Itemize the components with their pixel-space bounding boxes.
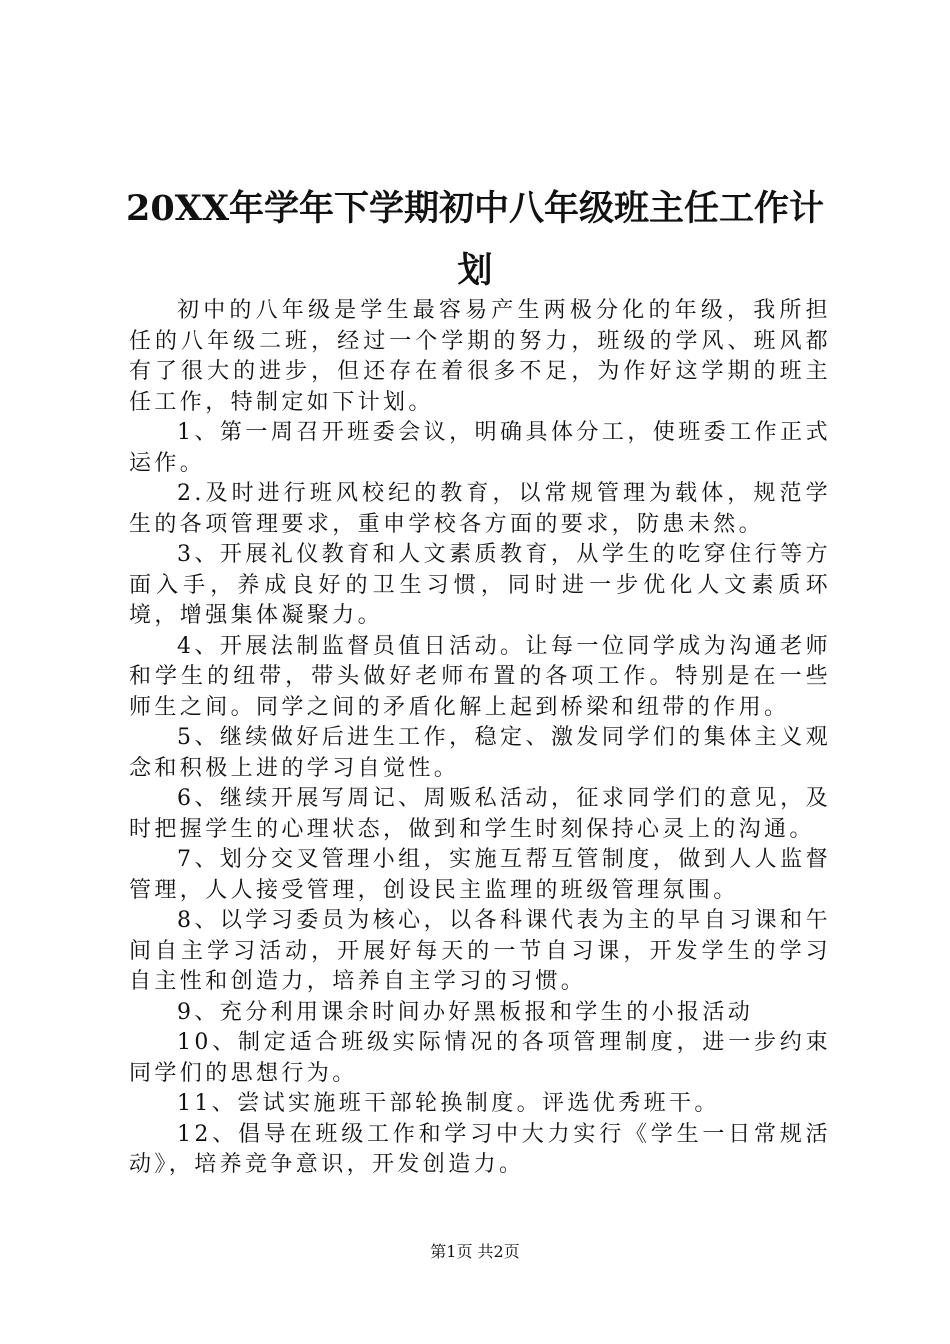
plan-item-3: 3、开展礼仪教育和人文素质教育，从学生的吃穿住行等方面入手，养成良好的卫生习惯，同时进一步优化人文素质环境，增强集体凝聚力。 xyxy=(129,542,831,628)
plan-item-9: 9、充分利用课余时间办好黑板报和学生的小报活动 xyxy=(177,999,754,1025)
page-title: 20XX年学年下学期初中八年级班主任工作计划 xyxy=(125,188,825,291)
plan-item-8: 8、以学习委员为核心，以各科课代表为主的早自习课和午间自主学习活动，开展好每天的一节自习课，开发学生的学习自主性和创造力，培养自主学习的习惯。 xyxy=(129,908,831,994)
intro-paragraph: 初中的八年级是学生最容易产生两极分化的年级，我所担任的八年级二班，经过一个学期的努力，班级的学风、班风都有了很大的进步，但还存在着很多不足，为作好这学期的班主任工作，特制定如下计划。 xyxy=(129,298,831,415)
page-number-footer: 第1页 共2页 xyxy=(430,1242,520,1261)
plan-item-1: 1、第一周召开班委会议，明确具体分工，使班委工作正式运作。 xyxy=(129,420,831,476)
plan-item-4: 4、开展法制监督员值日活动。让每一位同学成为沟通老师和学生的纽带，带头做好老师布置的各项工作。特别是在一些师生之间。同学之间的矛盾化解上起到桥梁和纽带的作用。 xyxy=(129,633,831,720)
plan-item-2: 2.及时进行班风校纪的教育，以常规管理为载体，规范学生的各项管理要求，重申学校各方面的要求，防患未然。 xyxy=(129,481,831,537)
plan-item-11: 11、尝试实施班干部轮换制度。评选优秀班干。 xyxy=(177,1091,720,1116)
plan-item-5: 5、继续做好后进生工作，稳定、激发同学们的集体主义观念和积极上进的学习自觉性。 xyxy=(129,725,831,781)
plan-item-12: 12、倡导在班级工作和学习中大力实行《学生一日常规活动》，培养竞争意识，开发创造力。 xyxy=(129,1121,831,1177)
plan-item-10: 10、制定适合班级实际情况的各项管理制度，进一步约束同学们的思想行为。 xyxy=(129,1030,831,1086)
document-body xyxy=(129,296,831,1181)
plan-item-7: 7、划分交叉管理小组，实施互帮互管制度，做到人人监督管理，人人接受管理，创设民主监理的班级管理氛围。 xyxy=(129,847,831,903)
plan-item-6: 6、继续开展写周记、周贩私活动，征求同学们的意见，及时把握学生的心理状态，做到和学生时刻保持心灵上的沟通。 xyxy=(129,786,831,842)
